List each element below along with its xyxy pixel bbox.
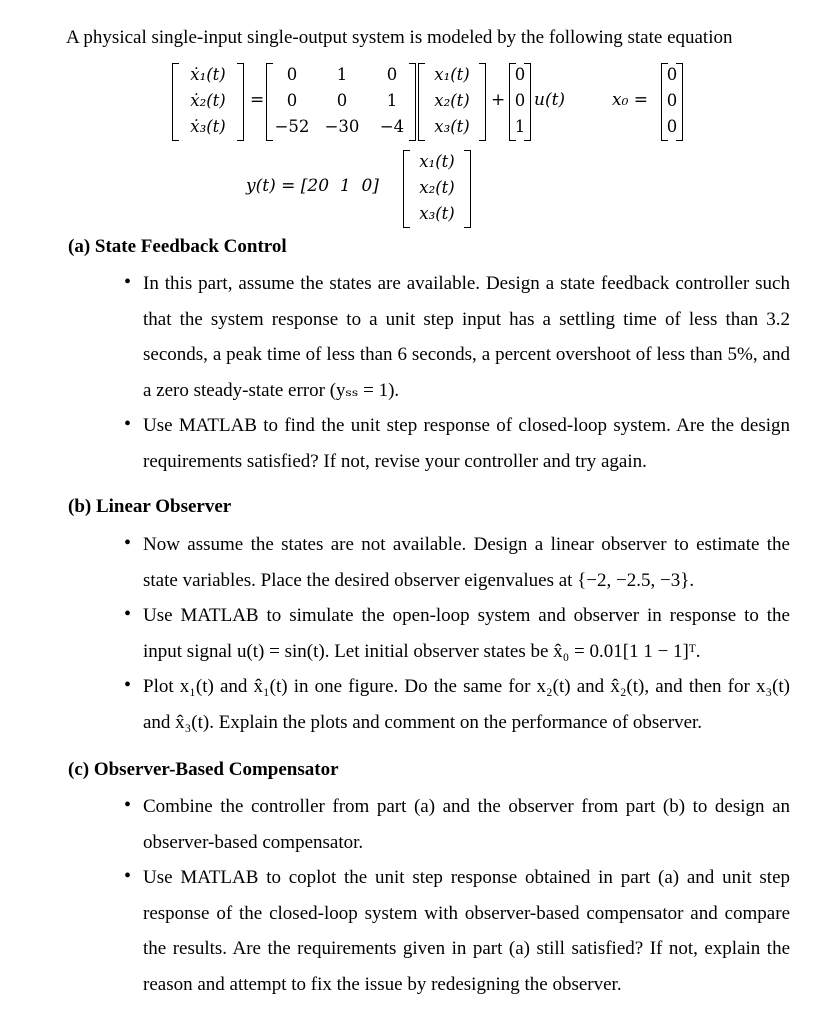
part-b-bullet-3: Plot x₁(t) and x̂₁(t) in one figure. Do the same for x₂(t) and x̂₂(t), and then for x₃(t) and x̂₃(t). Explain the plots and comment on the performance of observer. <box>143 676 790 733</box>
a-matrix <box>266 63 416 141</box>
state-derivative-vector <box>172 63 244 141</box>
a-31: −52 <box>274 117 310 136</box>
y-x2: x₂(t) <box>419 178 455 197</box>
bullet-b2: • <box>124 603 132 625</box>
x0-3: 0 <box>666 117 678 136</box>
x2: x₂(t) <box>434 91 470 110</box>
plus-sign: + <box>491 90 506 110</box>
a-11: 0 <box>286 65 298 84</box>
part-c-bullet-2: Use MATLAB to coplot the unit step response obtained in part (a) and unit step response of the closed-loop system with observer-based compensator and compare the results. Are the requirements given in part (a) still satisfied? If not, explain the reason and attempt to fix the issue by redesigning the observer. <box>143 867 790 995</box>
bullet-b3: • <box>124 674 132 696</box>
x1: x₁(t) <box>434 65 470 84</box>
part-b-bullet-2: Use MATLAB to simulate the open-loop system and observer in response to the input signal u(t) = sin(t). Let initial observer states be x̂₀ = 0.01[1 1 − 1]ᵀ. <box>143 605 790 662</box>
a-21: 0 <box>286 91 298 110</box>
part-b-bullet-1: Now assume the states are not available. Design a linear observer to estimate the state variables. Place the desired observer eigenvalues at {−2, −2.5, −3}. <box>143 534 790 591</box>
b-vector <box>509 63 531 141</box>
part-c-bullet-1: Combine the controller from part (a) and the observer from part (b) to design an observer-based compensator. <box>143 796 790 853</box>
part-a-bullet-1: In this part, assume the states are available. Design a state feedback controller such that the system response to a unit step input has a settling time of less than 3.2 seconds, a peak time of less than 6 seconds, a percent overshoot of less than 5%, and a zero steady-state error (yₛₛ = 1). <box>143 273 790 401</box>
bullet-c2: • <box>124 865 132 887</box>
state-vector <box>418 63 486 141</box>
a-13: 0 <box>386 65 398 84</box>
xdot3: ẋ₃(t) <box>190 117 226 136</box>
a-12: 1 <box>336 65 348 84</box>
a-22: 0 <box>336 91 348 110</box>
x0-2: 0 <box>666 91 678 110</box>
intro-text: A physical single-input single-output system is modeled by the following state equation <box>66 27 733 48</box>
output-state-vector <box>403 150 471 228</box>
x0-1: 0 <box>666 65 678 84</box>
x0-label: x₀ = <box>612 90 649 110</box>
xdot1: ẋ₁(t) <box>190 65 226 84</box>
y-x3: x₃(t) <box>419 204 455 223</box>
a-23: 1 <box>386 91 398 110</box>
part-b-title: (b) Linear Observer <box>68 496 232 517</box>
equals-sign: = <box>250 90 265 110</box>
input-u: u(t) <box>534 90 566 110</box>
part-a-bullet-2: Use MATLAB to find the unit step response of closed-loop system. Are the design requirements satisfied? If not, revise your controller and try again. <box>143 415 790 472</box>
output-lhs: y(t) = [20 1 0] <box>246 176 379 196</box>
part-c-title: (c) Observer-Based Compensator <box>68 759 339 780</box>
a-33: −4 <box>379 117 405 136</box>
a-32: −30 <box>324 117 360 136</box>
b-1: 0 <box>514 65 526 84</box>
y-x1: x₁(t) <box>419 152 455 171</box>
bullet-b1: • <box>124 532 132 554</box>
x0-vector <box>661 63 683 141</box>
bullet-a1: • <box>124 271 132 293</box>
bullet-c1: • <box>124 794 132 816</box>
part-a-title: (a) State Feedback Control <box>68 236 287 257</box>
b-2: 0 <box>514 91 526 110</box>
x3: x₃(t) <box>434 117 470 136</box>
xdot2: ẋ₂(t) <box>190 91 226 110</box>
bullet-a2: • <box>124 413 132 435</box>
b-3: 1 <box>514 117 526 136</box>
